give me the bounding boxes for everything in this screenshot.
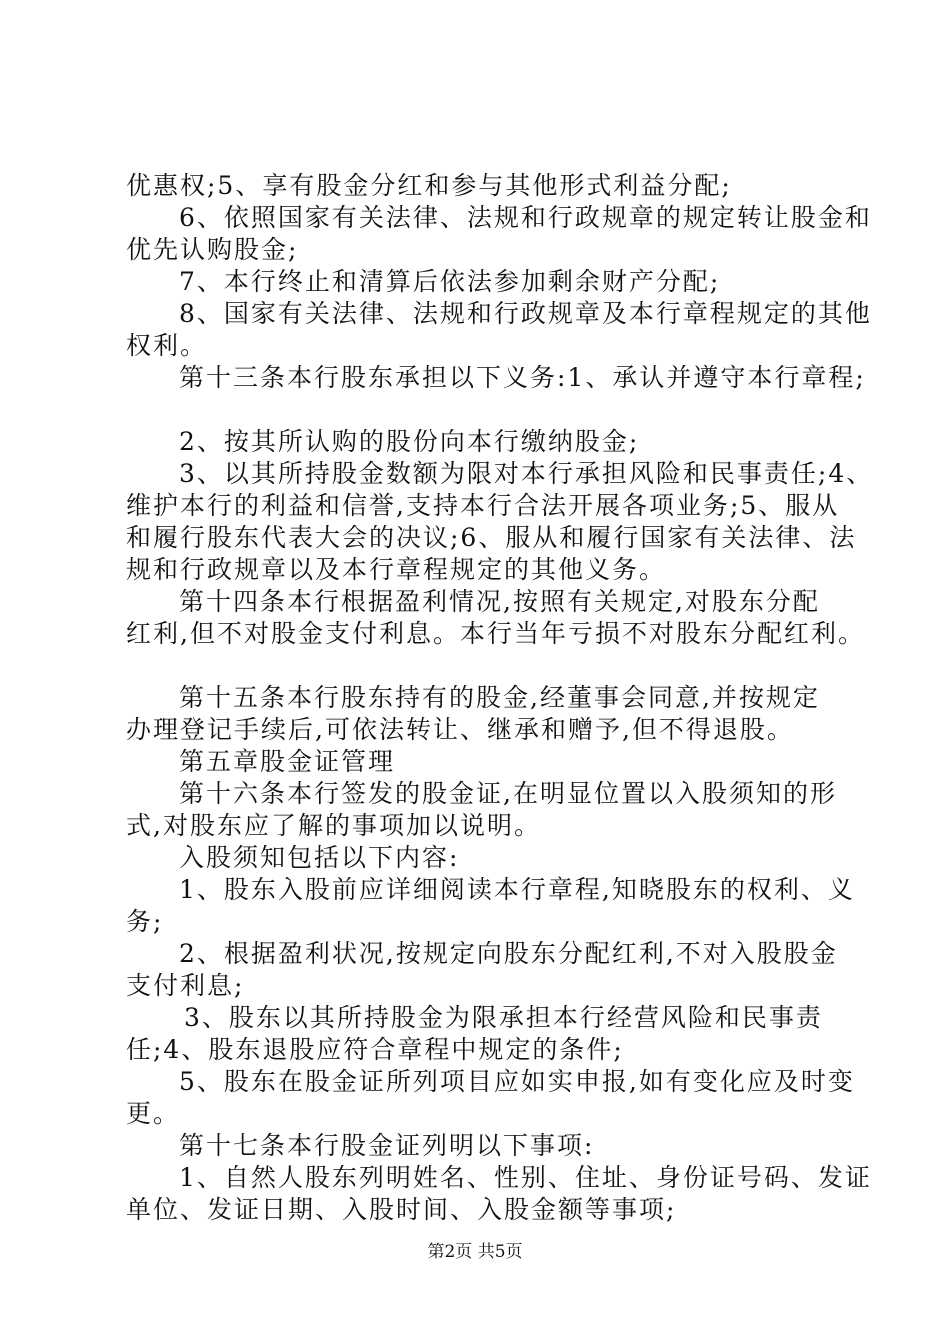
text-line: 优先认购股金; xyxy=(126,235,299,264)
document-body xyxy=(126,170,874,1226)
text-line: 式,对股东应了解的事项加以说明。 xyxy=(126,811,541,840)
text-line: 入股须知包括以下内容: xyxy=(179,843,460,872)
text-line: 红利,但不对股金支付利息。本行当年亏损不对股东分配红利。 xyxy=(126,619,865,648)
page-footer: 第2页 共5页 xyxy=(427,1242,523,1262)
text-line: 维护本行的利益和信誉,支持本行合法开展各项业务;5、服从 xyxy=(126,491,840,520)
text-line: 支付利息; xyxy=(126,971,245,1000)
text-line: 7、本行终止和清算后依法参加剩余财产分配; xyxy=(179,267,721,296)
text-line: 1、股东入股前应详细阅读本行章程,知晓股东的权利、义 xyxy=(179,875,855,904)
text-line: 8、国家有关法律、法规和行政规章及本行章程规定的其他 xyxy=(179,299,872,328)
text-line: 3、以其所持股金数额为限对本行承担风险和民事责任;4、 xyxy=(179,459,874,488)
text-line: 2、按其所认购的股份向本行缴纳股金; xyxy=(179,427,640,456)
text-line: 优惠权;5、享有股金分红和参与其他形式利益分配; xyxy=(126,171,732,200)
text-line: 任;4、股东退股应符合章程中规定的条件; xyxy=(126,1035,624,1064)
text-line: 第五章股金证管理 xyxy=(179,747,396,776)
text-line: 单位、发证日期、入股时间、入股金额等事项; xyxy=(126,1195,677,1224)
text-line: 第十四条本行根据盈利情况,按照有关规定,对股东分配 xyxy=(179,587,820,616)
text-line: 1、自然人股东列明姓名、性别、住址、身份证号码、发证 xyxy=(179,1163,872,1192)
text-line: 办理登记手续后,可依法转让、继承和赠予,但不得退股。 xyxy=(126,715,794,744)
text-line: 更。 xyxy=(126,1099,181,1128)
text-line: 3、股东以其所持股金为限承担本行经营风险和民事责 xyxy=(184,1003,823,1032)
text-line: 权利。 xyxy=(126,331,208,360)
text-line: 第十七条本行股金证列明以下事项: xyxy=(179,1131,595,1160)
text-line: 和履行股东代表大会的决议;6、服从和履行国家有关法律、法 xyxy=(126,523,857,552)
text-line: 第十六条本行签发的股金证,在明显位置以入股须知的形 xyxy=(179,779,837,808)
text-line: 第十三条本行股东承担以下义务:1、承认并遵守本行章程; xyxy=(179,363,866,392)
blank-line xyxy=(126,394,846,426)
blank-line xyxy=(126,650,846,682)
text-line: 第十五条本行股东持有的股金,经董事会同意,并按规定 xyxy=(179,683,820,712)
text-line: 规和行政规章以及本行章程规定的其他义务。 xyxy=(126,555,667,584)
text-line: 5、股东在股金证所列项目应如实申报,如有变化应及时变 xyxy=(179,1067,855,1096)
text-line: 2、根据盈利状况,按规定向股东分配红利,不对入股股金 xyxy=(179,939,838,968)
text-line: 6、依照国家有关法律、法规和行政规章的规定转让股金和 xyxy=(179,203,872,232)
text-line: 务; xyxy=(126,907,164,936)
